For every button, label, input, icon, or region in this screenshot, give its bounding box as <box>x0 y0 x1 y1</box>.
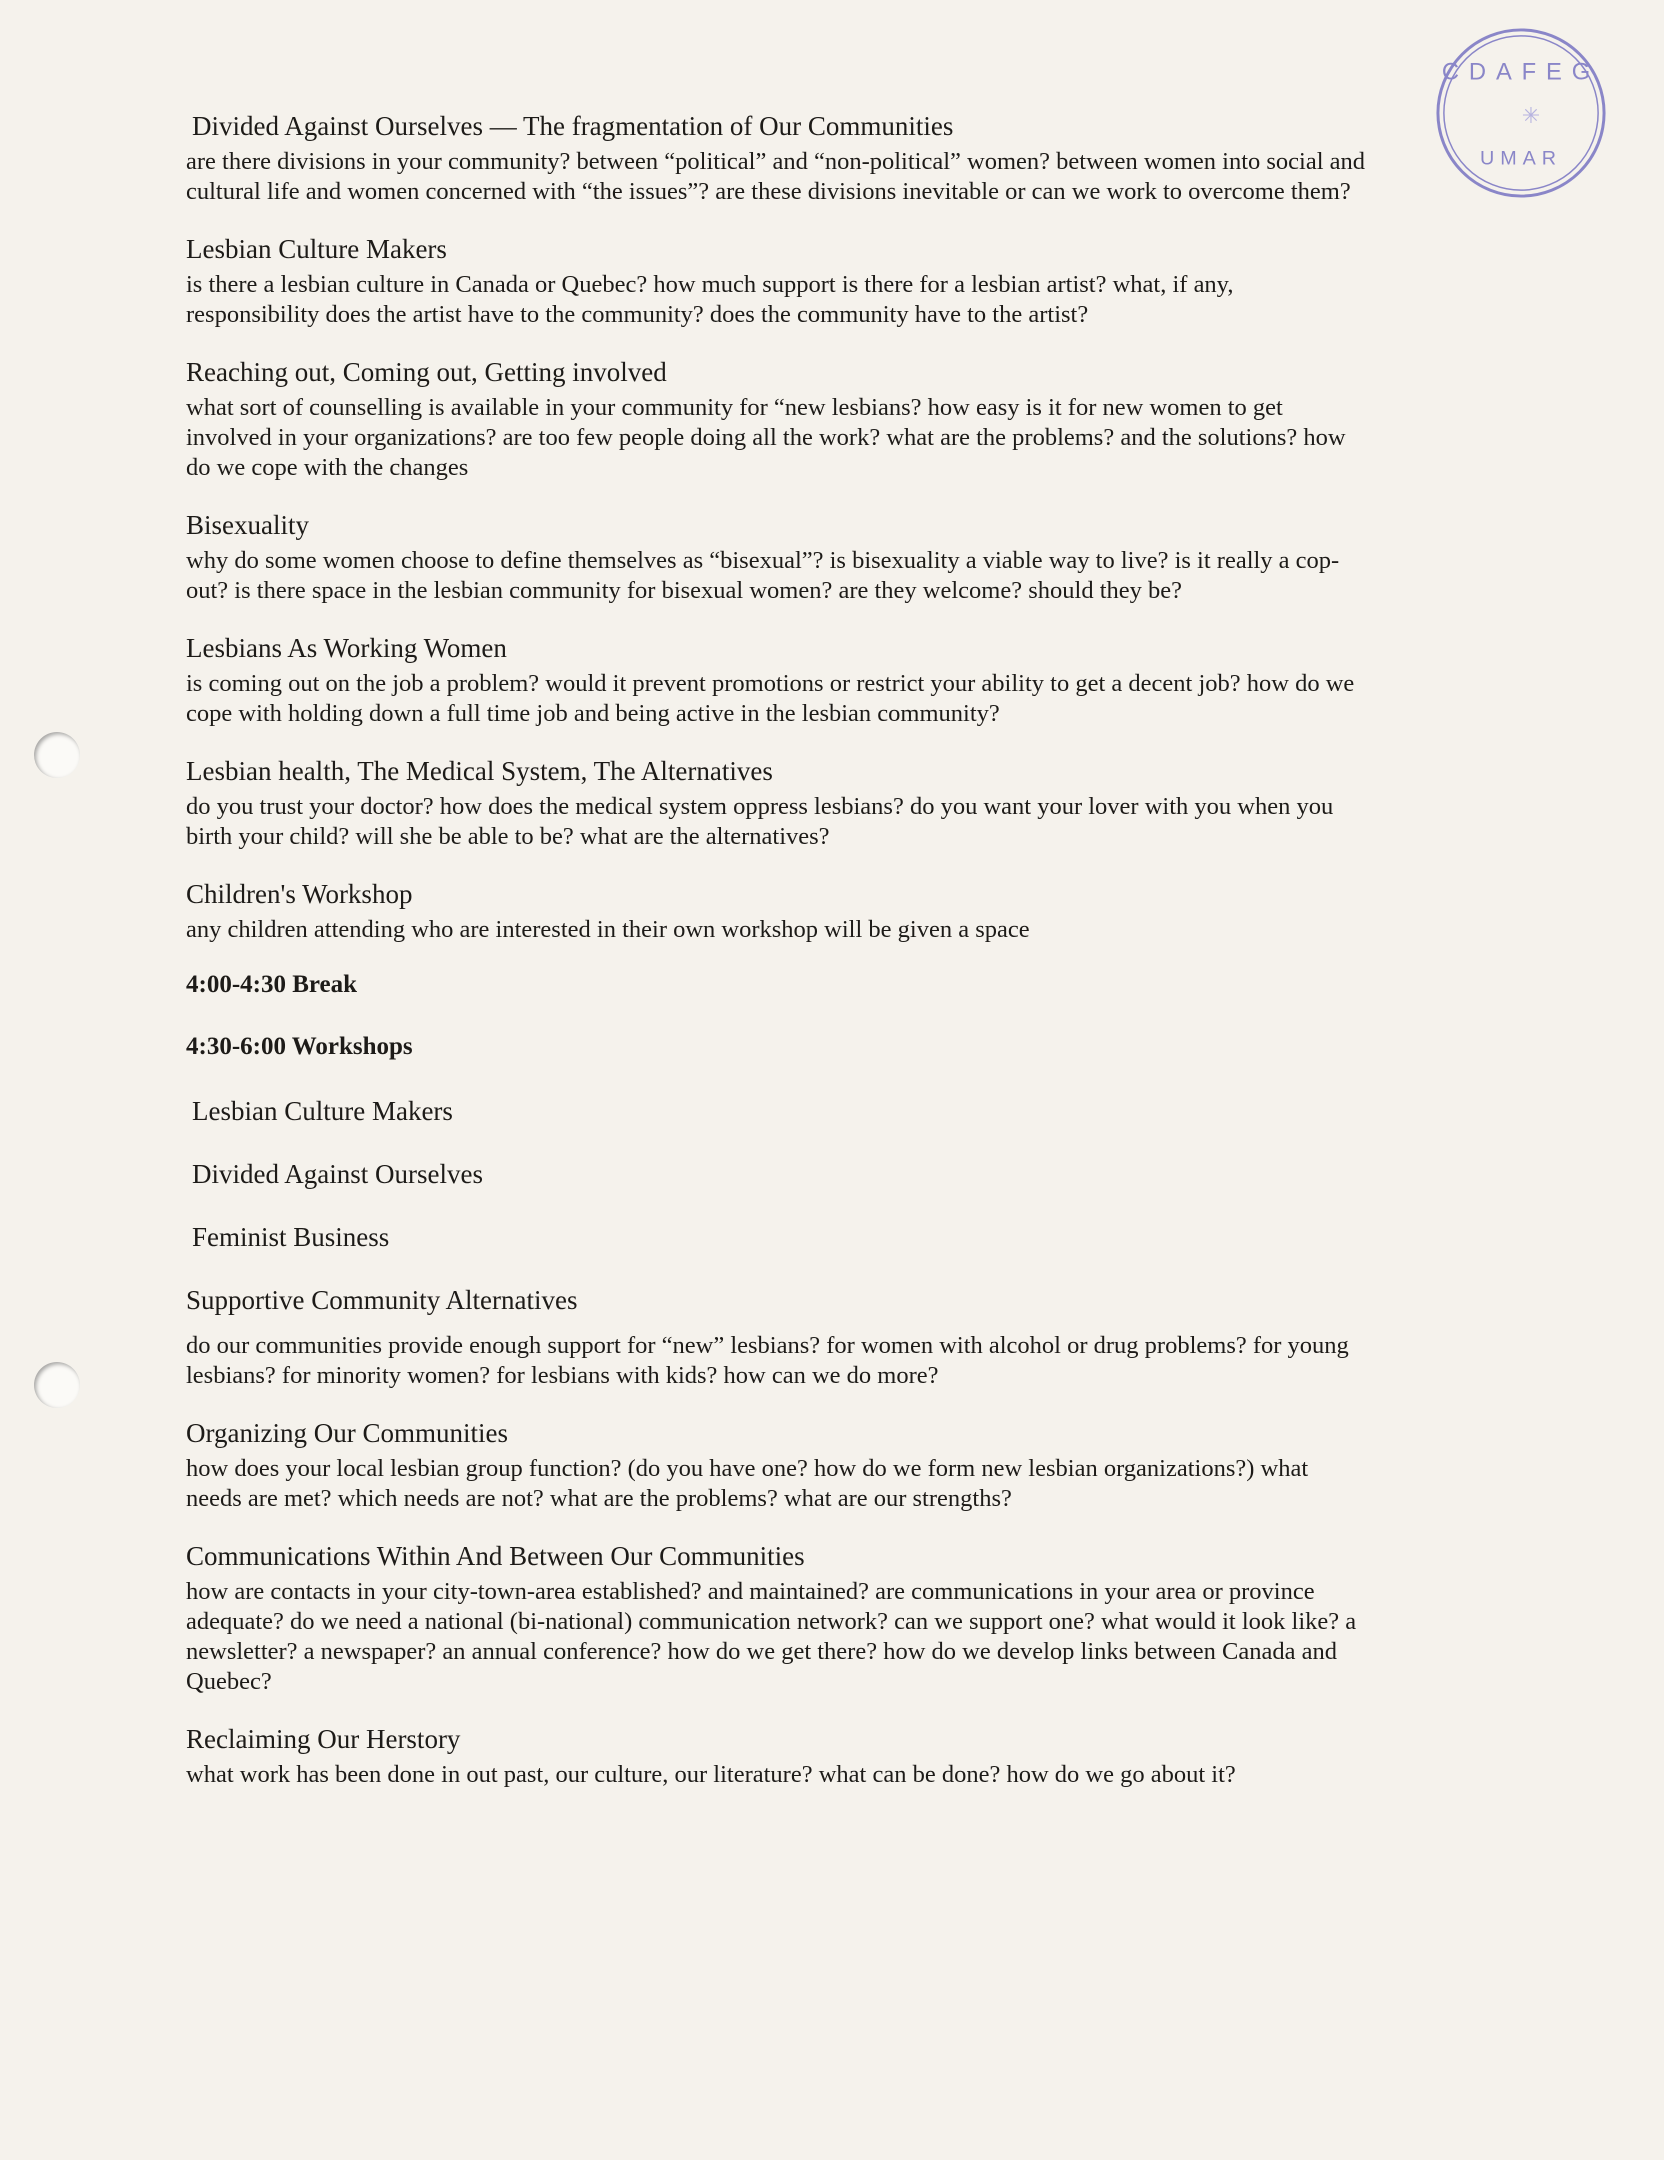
section-body: any children attending who are interested in their own workshop will be given a space <box>186 916 1030 943</box>
punch-hole-bottom <box>34 1362 80 1408</box>
section-body: do you trust your doctor? how does the medical system oppress lesbians? do you want your lover with you when you birth your child? will she be able to be? what are the alternatives? <box>186 793 1334 850</box>
section-body: why do some women choose to define themselves as “bisexual”? is bisexuality a viable way to live? is it really a cop-out? is there space in the lesbian community for bisexual women? are they welcome? should they be? <box>186 547 1340 604</box>
section-bisexuality <box>186 509 1366 606</box>
stamp-top-text: CDAFEG <box>1441 59 1601 86</box>
section-culture-makers <box>186 233 1366 330</box>
section-body: are there divisions in your community? between “political” and “non-political” women? between women into social and cultural life and women concerned with “the issues”? are these divisions inevitable or can we work to overcome them? <box>186 148 1366 205</box>
section-heading: Children's Workshop <box>186 879 413 909</box>
section-body: what sort of counselling is available in your community for “new lesbians? how easy is it for new women to get involved in your organizations? are too few people doing all the work? what are the problems? and the solutions? how do we cope with the changes <box>186 394 1346 481</box>
document-content <box>186 110 1366 1816</box>
section-heading: Supportive Community Alternatives <box>186 1285 578 1315</box>
section-children <box>186 878 1366 945</box>
workshop-title: Feminist Business <box>192 1222 390 1252</box>
section-supportive <box>186 1284 1366 1391</box>
workshops-time: 4:30-6:00 Workshops <box>186 1033 413 1060</box>
section-body: how are contacts in your city-town-area established? and maintained? are communications in your area or province adequate? do we need a national (bi-national) communication network? can we support one? what would it look like? a newsletter? a newspaper? an annual conference? how do we get there? how do we develop links between Canada and Quebec? <box>186 1578 1357 1695</box>
section-heading: Organizing Our Communities <box>186 1418 508 1448</box>
section-health <box>186 755 1366 852</box>
stamp-bottom-text: UMAR <box>1480 147 1562 170</box>
section-communications <box>186 1540 1366 1697</box>
section-reaching-out <box>186 356 1366 483</box>
section-heading: Lesbians As Working Women <box>186 633 507 663</box>
section-body: what work has been done in out past, our culture, our literature? what can be done? how do we go about it? <box>186 1761 1236 1788</box>
workshop-title: Lesbian Culture Makers <box>192 1096 453 1126</box>
section-body: is there a lesbian culture in Canada or Quebec? how much support is there for a lesbian artist? what, if any, responsibility does the artist have to the community? does the community have to the artist? <box>186 271 1234 328</box>
section-heading: Communications Within And Between Our Communities <box>186 1541 805 1571</box>
section-heading: Reclaiming Our Herstory <box>186 1724 461 1754</box>
section-divided <box>186 110 1366 207</box>
punch-hole-top <box>34 732 80 778</box>
section-heading: Reaching out, Coming out, Getting involved <box>186 357 667 387</box>
section-heading: Lesbian health, The Medical System, The Alternatives <box>186 756 773 786</box>
archive-stamp <box>1432 24 1610 202</box>
section-herstory <box>186 1723 1366 1790</box>
svg-text:✳: ✳ <box>1521 102 1541 128</box>
section-organizing <box>186 1417 1366 1514</box>
break-time: 4:00-4:30 Break <box>186 971 358 998</box>
workshop-title: Divided Against Ourselves <box>192 1159 483 1189</box>
section-body: how does your local lesbian group function? (do you have one? how do we form new lesbian organizations?) what needs are met? which needs are not? what are the problems? what are our strengths? <box>186 1455 1309 1512</box>
section-heading: Divided Against Ourselves — The fragmentation of Our Communities <box>192 111 954 141</box>
section-heading: Bisexuality <box>186 510 309 540</box>
section-heading: Lesbian Culture Makers <box>186 234 447 264</box>
section-working-women <box>186 632 1366 729</box>
section-body: do our communities provide enough support for “new” lesbians? for women with alcohol or drug problems? for young lesbians? for minority women? for lesbians with kids? how can we do more? <box>186 1332 1349 1389</box>
section-body: is coming out on the job a problem? would it prevent promotions or restrict your ability to get a decent job? how do we cope with holding down a full time job and being active in the lesbian community? <box>186 670 1355 727</box>
